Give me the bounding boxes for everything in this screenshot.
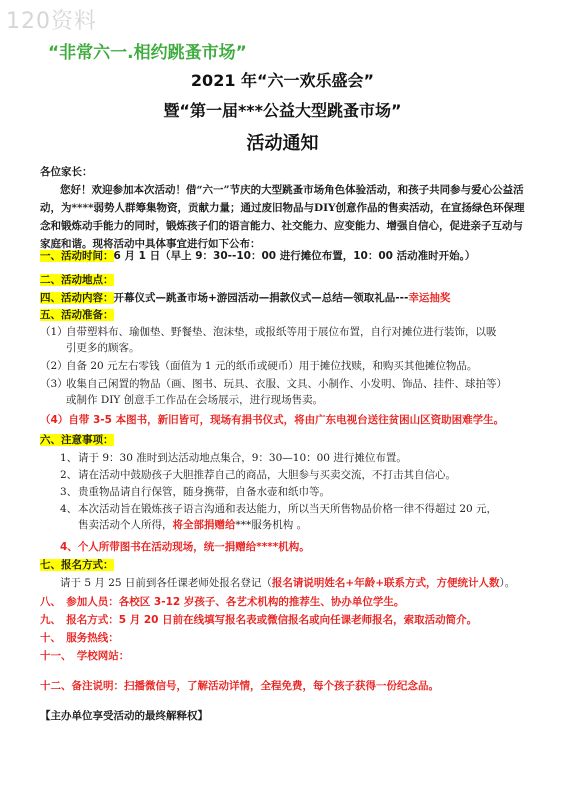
note-item [60, 484, 530, 500]
title-line-2: 暨“第一届***公益大型跳蚤市场” [163, 101, 402, 120]
prep-item-number: （3） [40, 378, 68, 390]
section-preparation-label: 五、活动准备： [40, 309, 114, 321]
signup-red: 报名请说明姓名+年龄+联系方式，方便统计人数 [271, 577, 500, 589]
note-number: 1、 [60, 452, 78, 464]
prep-item-number: （1） [40, 326, 68, 338]
signup-plain: 请于 5 月 25 日前到各任课老师处报名登记（ [60, 577, 272, 589]
section-location [40, 272, 114, 287]
section-participants: 八、 参加人员：各校区 3-12 岁孩子、各艺术机构的推荐生、协办单位学生。 [40, 596, 405, 608]
prep-item-books [40, 412, 504, 427]
note-number: 4、 [60, 503, 78, 515]
signup-text [60, 575, 540, 591]
note-text: 请在活动中鼓励孩子大胆推荐自己的商品，大胆参与买卖交流，不打击其自信心。 [78, 469, 456, 481]
slogan: “非常六一.相约跳蚤市场” [48, 43, 247, 63]
prep-item-number: （2） [40, 360, 68, 372]
prep-item [40, 358, 530, 374]
section-hotline: 十、 服务热线： [40, 632, 119, 644]
prep-item-text: 收集自己闲置的物品（画、图书、玩具、衣服、文具、小制作、小发明、饰品、挂件、球拍等） [66, 378, 507, 390]
watermark: 120资料 [6, 9, 97, 34]
section-website: 十一、 学校网站： [40, 650, 130, 662]
section-notes [40, 432, 114, 447]
note-text: 本次活动旨在锻炼孩子语言沟通和表达能力，所以当天所售物品价格一律不得超过 20 元， [78, 503, 498, 515]
footer-note: 【主办单位享受活动的最终解释权】 [40, 710, 208, 722]
note-text: 个人所带图书在活动现场，统一捐赠给****机构。 [77, 541, 310, 553]
section-notes-label: 六、注意事项： [40, 434, 114, 446]
section-content-label: 四、活动内容： [40, 292, 114, 304]
section-signup [40, 557, 114, 572]
note-item [60, 501, 530, 533]
section-remarks: 十二、备注说明：扫播微信号，了解活动详情，全程免费，每个孩子获得一份纪念品。 [40, 680, 439, 692]
section-preparation [40, 307, 114, 322]
prep-item-text: 自带 3-5 本图书，新旧皆可，现场有捐书仪式，将由广东电视台送往贫困山区资助困难学生。 [68, 414, 505, 426]
intro-paragraph: 您好！欢迎参加本次活动！借“六一”节庆的大型跳蚤市场角色体验活动，和孩子共同参与爱心公益活动，为****弱势人群筹集物资，贡献力量；通过废旧物品与DIY创意作品的售卖活动，在宣扬绿色环保理念和锻炼动手能力的同时，锻炼孩子们的语言能力、社交能力、应变能力、增强自信心，促进亲子互动与家庭和谐。现将活动中具体事宜进行如下公布： [40, 184, 525, 250]
note-number: 3、 [60, 486, 78, 498]
title-line-1: 2021 年“六一欢乐盛会” [190, 71, 375, 90]
note-text: 请于 9：30 准时到达活动地点集合，9：30—10：00 进行摊位布置。 [78, 452, 407, 464]
prep-item-number: （4） [40, 414, 69, 426]
title-line-3: 活动通知 [246, 133, 319, 154]
note-item [60, 450, 530, 466]
note-text: 贵重物品请自行保管，随身携带，自备水壶和纸巾等。 [78, 486, 330, 498]
note-cont-tail: ***服务机构 。 [235, 519, 308, 531]
section-time-label: 一、活动时间： [40, 250, 114, 262]
greeting: 各位家长： [40, 166, 93, 178]
note-cont-red: 将全部捐赠给 [172, 519, 236, 531]
section-content [40, 290, 450, 305]
prep-item [40, 376, 530, 408]
prep-item-text: 自备 20 元左右零钱（面值为 1 元的纸币或硬币）用于摊位找赎，和购买其他摊位物品。 [66, 360, 478, 372]
note-cont-plain: 售卖活动个人所得， [78, 519, 173, 531]
prep-item-text: 自带塑料布、瑜伽垫、野餐垫、泡沫垫，或报纸等用于展位布置，自行对摊位进行装饰，以吸 [66, 326, 497, 338]
section-signup-label: 七、报名方式： [40, 559, 114, 571]
note-number: 4、 [60, 541, 78, 553]
note-item [60, 467, 530, 483]
prep-item-cont: 引更多的顾客。 [66, 342, 140, 354]
note-cont [60, 517, 530, 533]
section-content-text: 开幕仪式—跳蚤市场+游园活动—捐款仪式—总结—领取礼品--- [113, 292, 409, 304]
section-location-label: 二、活动地点： [40, 274, 114, 286]
signup-tail: ）。 [499, 577, 516, 589]
prep-item-cont: 或制作 DIY 创意手工作品在会场展示，进行现场售卖。 [66, 394, 324, 406]
section-registration: 九、 报名方式：5 月 20 日前在线填写报名表或微信报名或向任课老师报名，索取活动简介。 [40, 614, 478, 626]
section-time [40, 248, 475, 263]
prep-item [40, 324, 530, 356]
lucky-draw-text: 幸运抽奖 [408, 292, 451, 304]
section-time-text: 6 月 1 日（早上 9：30--10：00 进行摊位布置，10：00 活动准时开始。） [113, 250, 476, 262]
note-number: 2、 [60, 469, 78, 481]
note-item-books [60, 539, 310, 554]
